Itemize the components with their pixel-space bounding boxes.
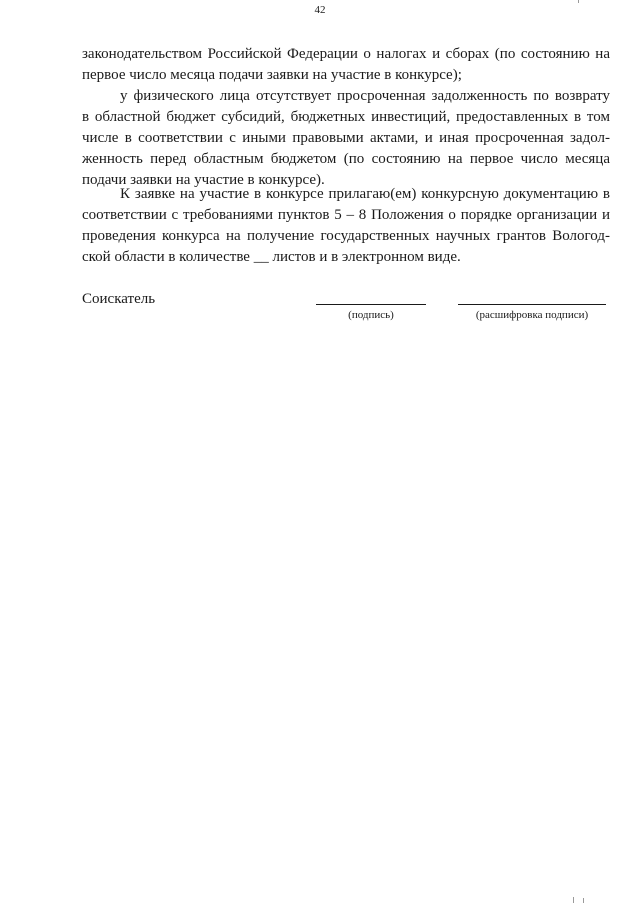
- signature-decode-caption: (расшифровка подписи): [475, 309, 589, 321]
- text-line: соответствии с требованиями пунктов 5 – 8 Положения о порядке организации и: [82, 207, 610, 223]
- paragraph-body: [82, 184, 610, 268]
- text-line: у физического лица отсутствует просроченная задолженность по возврату: [120, 88, 610, 104]
- paragraph-attachments: [82, 184, 610, 268]
- signature-line: [316, 304, 426, 305]
- text-line: проведения конкурса на получение государственных научных грантов Вологод-: [82, 228, 610, 244]
- scan-mark: [573, 897, 574, 903]
- text-line: первое число месяца подачи заявки на участие в конкурсе);: [82, 67, 462, 83]
- text-line: женность перед областным бюджетом (по состоянию на первое число месяца: [82, 151, 610, 167]
- paragraph-body: [82, 44, 610, 86]
- signature-decode-line: [458, 304, 606, 305]
- page-number: 42: [314, 4, 326, 16]
- text-line: ской области в количестве __ листов и в электронном виде.: [82, 249, 461, 265]
- text-line: в областной бюджет субсидий, бюджетных инвестиций, предоставленных в том: [82, 109, 610, 125]
- text-line: числе в соответствии с иными правовыми актами, и иная просроченная задол-: [82, 130, 610, 146]
- signature-caption: (подпись): [348, 309, 394, 321]
- paragraph-body: [82, 86, 610, 191]
- scan-mark: [578, 0, 579, 3]
- applicant-label: Соискатель: [82, 291, 156, 307]
- paragraph-tax-debt-continuation: [82, 44, 610, 86]
- text-line: законодательством Российской Федерации о налогах и сборах (по состоянию на: [82, 46, 610, 62]
- text-line: К заявке на участие в конкурсе прилагаю(ем) конкурсную документацию в: [120, 186, 610, 202]
- paragraph-budget-debt: [82, 86, 610, 191]
- scan-mark: [583, 898, 584, 903]
- text-line: подачи заявки на участие в конкурсе).: [82, 172, 325, 188]
